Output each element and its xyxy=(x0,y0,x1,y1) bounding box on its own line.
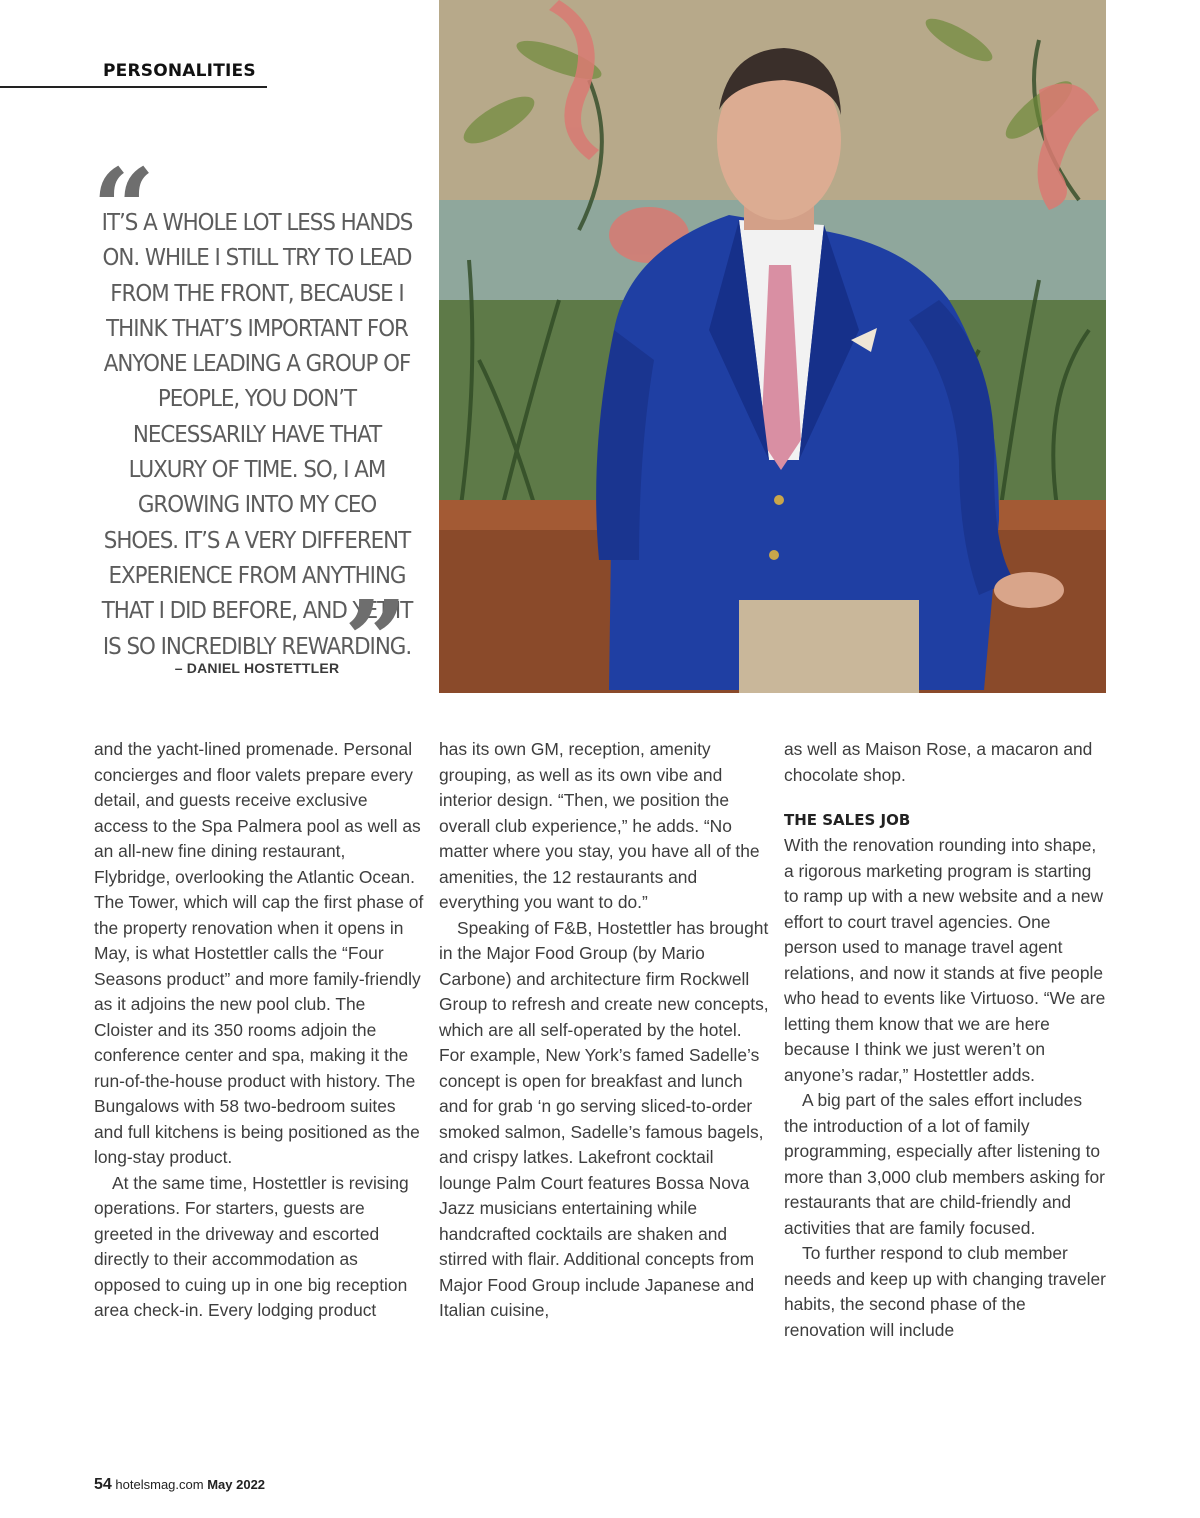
folio-site: hotelsmag.com xyxy=(115,1477,204,1492)
pull-quote-text: IT’S A WHOLE LOT LESS HANDS ON. WHILE I STILL TRY TO LEAD FROM THE FRONT, BECAUSE I THINK THAT’S IMPORTANT FOR ANYONE LEADING A GROUP OF PEOPLE, YOU DON’T NECESSARILY HAVE THAT LUXURY OF TIME. SO, I AM GROWING INTO MY CEO SHOES. IT’S A VERY DIFFERENT EXPERIENCE FROM ANYTHING THAT I DID BEFORE, AND YET IT IS SO INCREDIBLY REWARDING. xyxy=(101,210,413,660)
paragraph: To further respond to club member needs and keep up with changing traveler habits, the second phase of the renovation will include xyxy=(784,1243,1106,1340)
paragraph: With the renovation rounding into shape, a rigorous marketing program is starting to ramp up with a new website and a new effort to court travel agencies. One person used to manage travel agent relations, and now it stands at five people who head to events like Virtuoso. “We are letting them know that we are here because I think we just weren’t on anyone’s radar,” Hostettler adds. xyxy=(784,835,1106,1085)
close-quote-mark: ” xyxy=(344,576,408,705)
body-column-2 xyxy=(439,737,769,1324)
body-column-1 xyxy=(94,737,424,1324)
paragraph: A big part of the sales effort includes the introduction of a lot of family programming, especially after listening to more than 3,000 club members asking for restaurants that are child-friendly and activities that are family focused. xyxy=(784,1090,1105,1238)
body-column-3 xyxy=(784,737,1106,1343)
open-quote-mark: “ xyxy=(92,144,156,273)
paragraph: and the yacht-lined promenade. Personal concierges and floor valets prepare every detail, and guests receive exclusive access to the Spa Palmera pool as well as an all-new fine dining restaurant, Flybridge, overlooking the Atlantic Ocean. The Tower, which will cap the first phase of the property renovation when it opens in May, is what Hostettler calls the “Four Seasons product” and more family-friendly as it adjoins the new pool club. The Cloister and its 350 rooms adjoin the conference center and spa, making it the run-of-the-house product with history. The Bungalows with 58 two-bedroom suites and full kitchens is being positioned as the long-stay product. xyxy=(94,739,424,1167)
section-label: PERSONALITIES xyxy=(103,61,256,81)
paragraph: Speaking of F&B, Hostettler has brought in the Major Food Group (by Mario Carbone) and architecture firm Rockwell Group to refresh and create new concepts, which are all self-operated by the hotel. For example, New York’s famed Sadelle’s concept is open for breakfast and lunch and for grab ‘n go serving sliced-to-order smoked salmon, Sadelle’s famous bagels, and crispy latkes. Lakefront cocktail lounge Palm Court features Bossa Nova Jazz musicians entertaining while handcrafted cocktails are shaken and stirred with flair. Additional concepts from Major Food Group include Japanese and Italian cuisine, xyxy=(439,917,769,1320)
portrait-photo xyxy=(439,0,1106,693)
paragraph: At the same time, Hostettler is revising operations. For starters, guests are greeted in the driveway and escorted directly to their accommodation as opposed to cuing up in one big reception area check-in. Every lodging product xyxy=(94,1172,409,1320)
folio-issue: May 2022 xyxy=(207,1477,266,1492)
paragraph: as well as Maison Rose, a macaron and chocolate shop. xyxy=(784,739,1093,785)
man-in-blue-blazer-icon xyxy=(439,0,1106,693)
page-folio xyxy=(94,1476,265,1494)
section-rule xyxy=(0,86,267,88)
paragraph: has its own GM, reception, amenity grouping, as well as its own vibe and interior design. “Then, we position the overall club experience,” he adds. “No matter where you stay, you have all of the amenities, the 12 restaurants and everything you want to do.” xyxy=(439,739,760,912)
page-number: 54 xyxy=(94,1476,112,1493)
subheading: THE SALES JOB xyxy=(784,811,911,829)
pull-quote-attribution: – DANIEL HOSTETTLER xyxy=(174,660,340,676)
